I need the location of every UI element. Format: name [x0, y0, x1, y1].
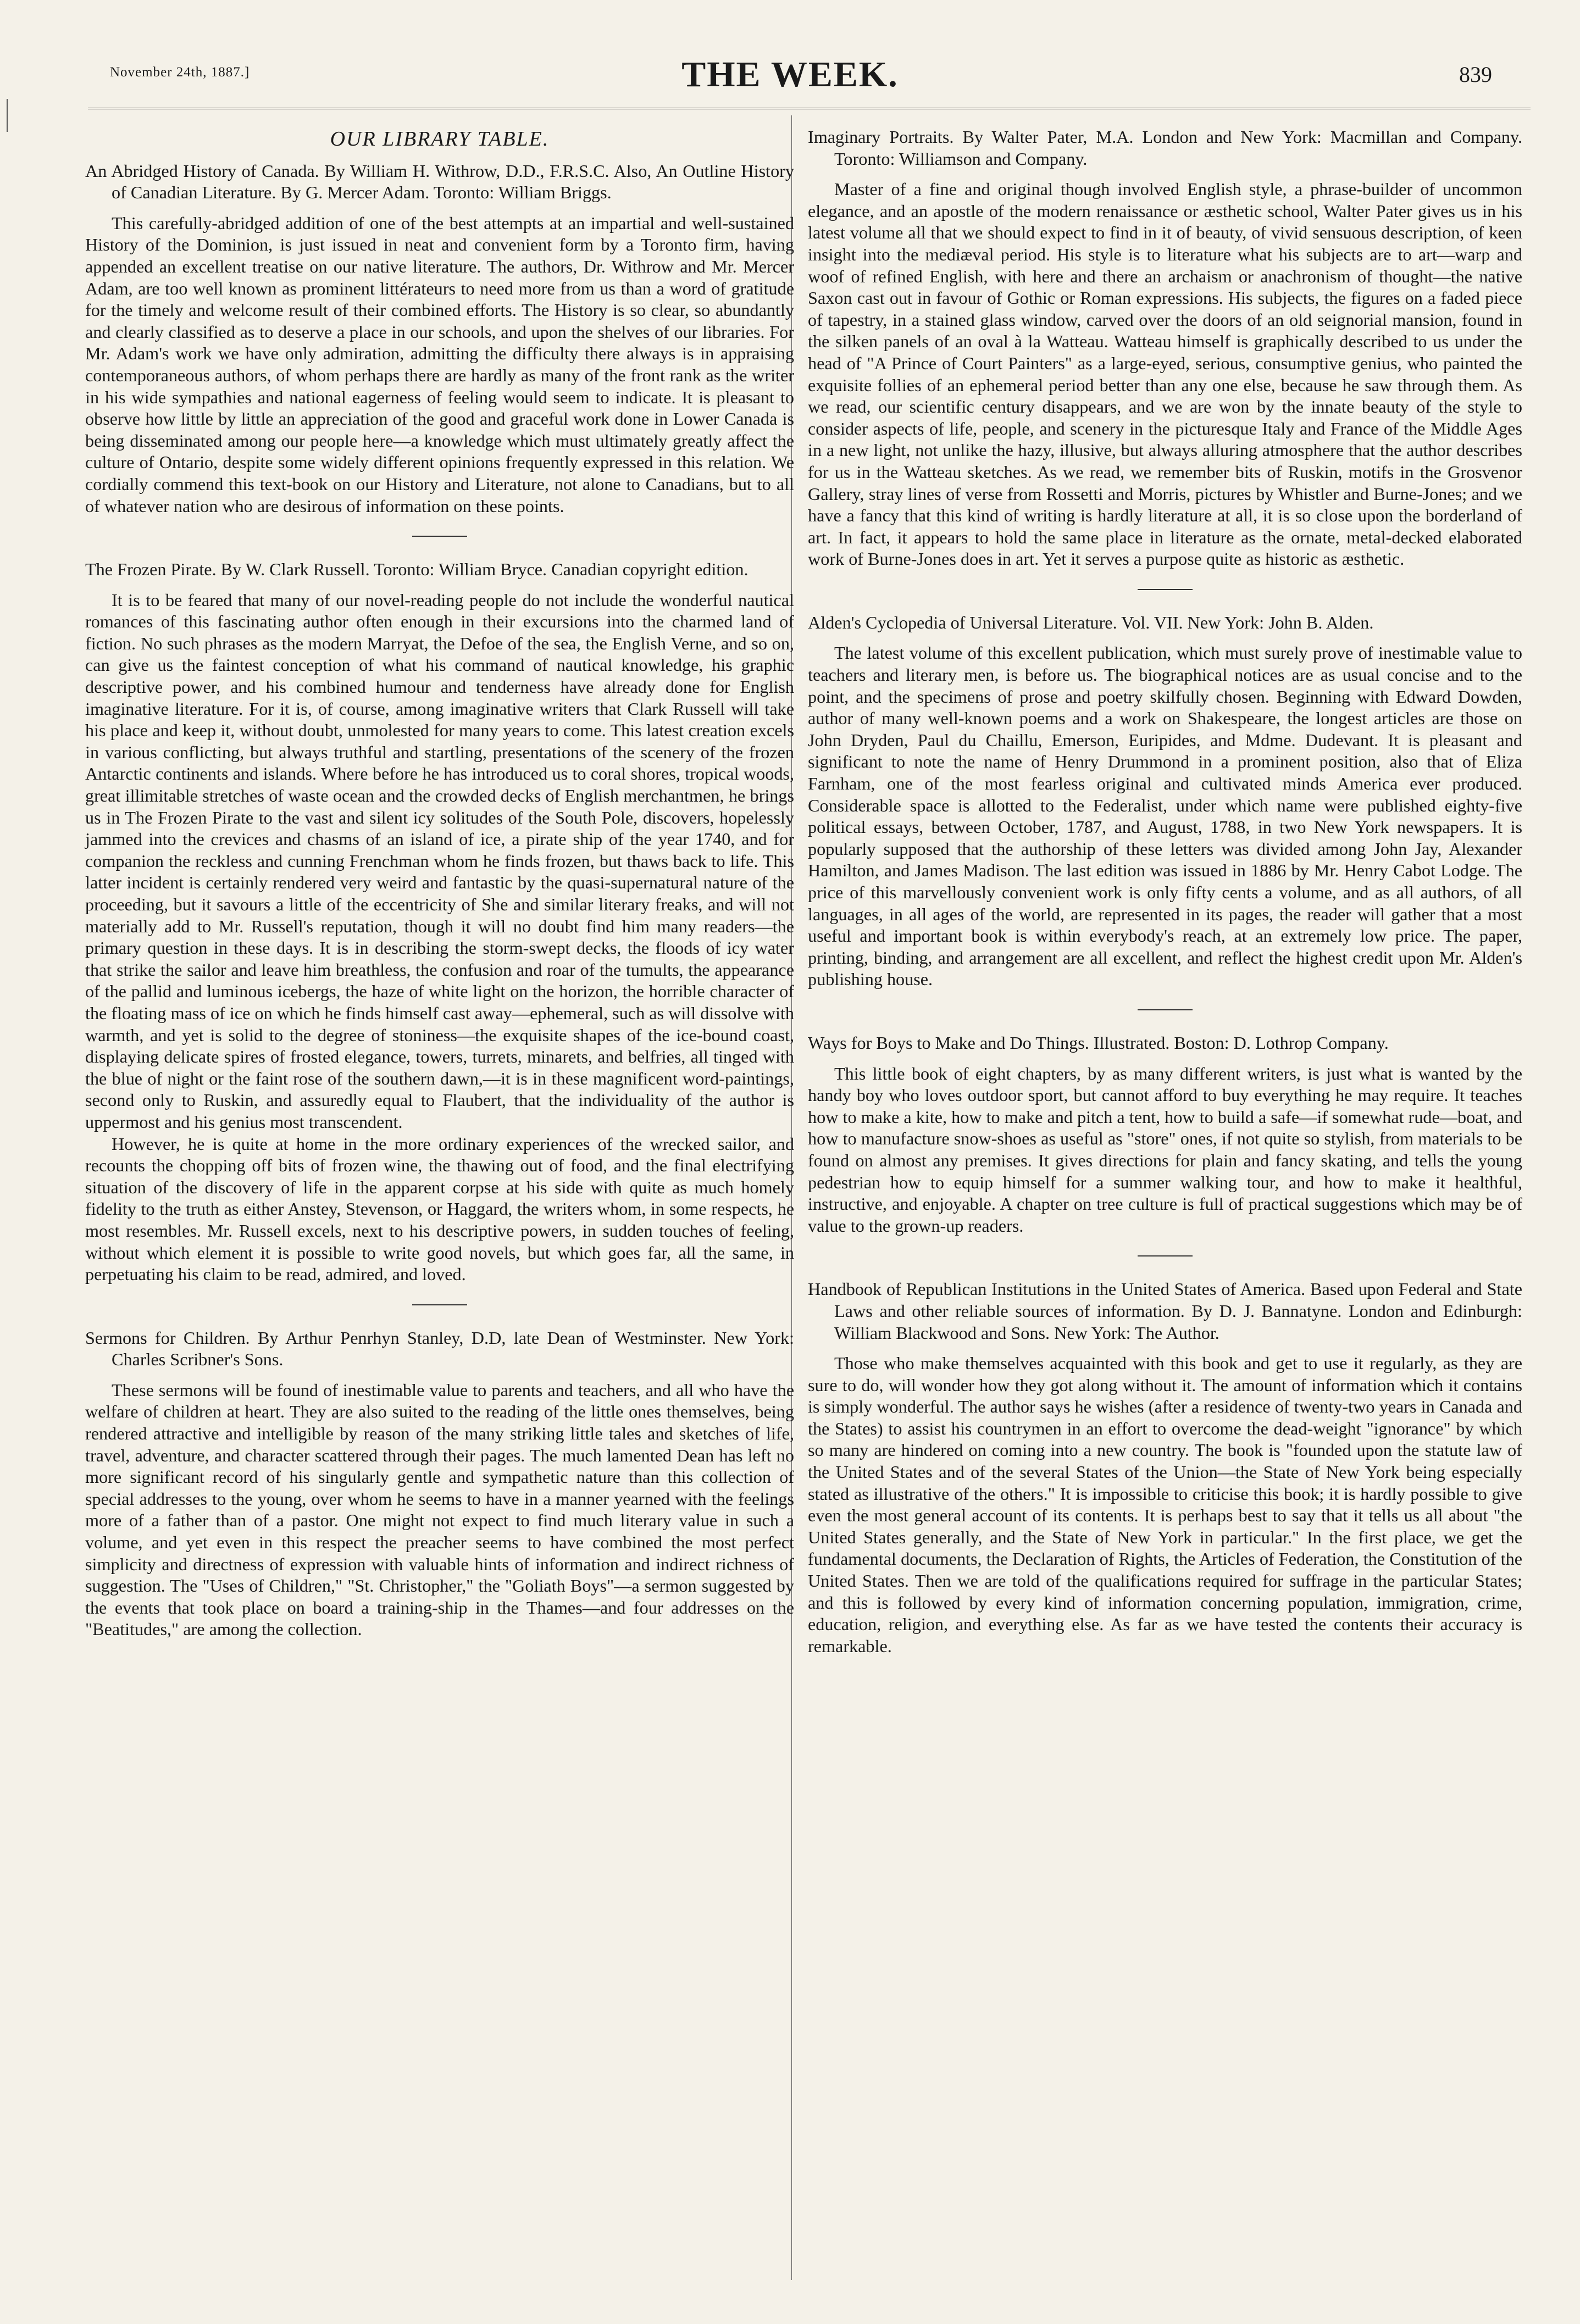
section-separator: [412, 536, 467, 537]
review-heading: Sermons for Children. By Arthur Penrhyn Stanley, D.D, late Dean of Westminster. New York: Charles Scribner's Sons.: [85, 1327, 794, 1370]
review-heading: Imaginary Portraits. By Walter Pater, M.A. London and New York: Macmillan and Company. Toronto: Williamson and Company.: [808, 127, 1522, 169]
review-entry: [85, 160, 794, 518]
section-separator: [1138, 589, 1193, 590]
review-paragraph: The latest volume of this excellent publication, which must surely prove of inestimable value to teachers and literary men, is before us. The biographical notices are as usual concise and to the point, and the specimens of prose and poetry skilfully chosen. Beginning with Edward Dowden, author of many well-known poems and a work on Shakespeare, the longest articles are those on John Dryden, Paul du Chaillu, Emerson, Euripides, and Mdme. Dudevant. It is pleasant and significant to note the name of Henry Drummond in a prominent position, also that of Eliza Farnham, one of the most fearless original and cultivated minds America ever produced. Considerable space is allotted to the Federalist, under which name were published eighty-five political essays, between October, 1787, and August, 1788, in two New York newspapers. It is popularly supposed that the authorship of these letters was divided among John Jay, Alexander Hamilton, and James Madison. The last edition was issued in 1886 by Mr. Henry Cabot Lodge. The price of this marvellously convenient work is only fifty cents a volume, and as all authors, of all languages, in all ages of the world, are represented in its pages, the reader will gather that a most useful and important book is within everybody's reach, at an extremely low price. The paper, printing, binding, and arrangement are all excellent, and reflect the highest credit upon Mr. Alden's publishing house.: [808, 643, 1522, 989]
review-entry: [808, 126, 1522, 570]
review-heading: Handbook of Republican Institutions in the United States of America. Based upon Federal and State Laws and other reliable sources of information. By D. J. Bannatyne. London and Edinburgh: William Blackwood and Sons. New York: The Author.: [808, 1279, 1522, 1343]
review-entry: [808, 612, 1522, 991]
review-heading: An Abridged History of Canada. By William H. Withrow, D.D., F.R.S.C. Also, An Outline History of Canadian Literature. By G. Mercer Adam. Toronto: William Briggs.: [85, 160, 794, 203]
review-heading: Ways for Boys to Make and Do Things. Illustrated. Boston: D. Lothrop Company.: [808, 1032, 1389, 1053]
review-entry: [85, 559, 794, 1286]
review-paragraph: This carefully-abridged addition of one of the best attempts at an impartial and well-sustained History of the Dominion, is just issued in neat and convenient form by a Toronto firm, having appended an excellent treatise on our native literature. The authors, Dr. Withrow and Mr. Mercer Adam, are too well known as prominent littérateurs to need more from us than a word of gratitude for the timely and welcome result of their combined efforts. The History is so clear, so abundantly and clearly classified as to deserve a place in our schools, and upon the shelves of our libraries. For Mr. Adam's work we have only admiration, admitting the difficulty there always is in appraising contemporaneous authors, of whom perhaps there are hardly as many of the front rank as the writer in his wide sympathies and national eagerness of feeling would seem to indicate. It is pleasant to observe how little by little an appreciation of the good and graceful work done in Lower Canada is being disseminated among our people here—a knowledge which must ultimately greatly affect the culture of Ontario, despite some widely different opinions frequently expressed in this relation. We cordially commend this text-book on our History and Literature, not alone to Canadians, but to all of whatever nation who are desirous of information on these points.: [85, 213, 794, 516]
section-separator: [412, 1304, 467, 1305]
review-entry: [808, 1032, 1522, 1237]
review-heading: Alden's Cyclopedia of Universal Literature. Vol. VII. New York: John B. Alden.: [808, 612, 1374, 632]
section-separator: [1138, 1009, 1193, 1010]
page-edge-mark: [7, 99, 12, 132]
review-heading: The Frozen Pirate. By W. Clark Russell. Toronto: William Bryce. Canadian copyright edition.: [85, 559, 749, 580]
review-entry: [808, 1278, 1522, 1657]
header-rule: [88, 108, 1531, 109]
left-column: [85, 126, 794, 1641]
review-paragraph: It is to be feared that many of our novel-reading people do not include the wonderful nautical romances of this fascinating author often enough in their excursions into the charmed land of fiction. No such phrases as the modern Marryat, the Defoe of the sea, the English Verne, and so on, can give us the faintest conception of what his command of nautical knowledge, his graphic descriptive power, and his combined humour and tenderness have already done for English imaginative literature. For it is, of course, among imaginative writers that Clark Russell will take his place and keep it, without doubt, unmolested for many years to come. This latest creation excels in various conflicting, but always truthful and startling, presentations of the scenery of the frozen Antarctic continents and islands. Where before he has introduced us to coral shores, tropical woods, great illimitable stretches of waste ocean and the crowded decks of English merchantmen, he brings us in The Frozen Pirate to the vast and silent icy solitudes of the South Pole, discovers, hopelessly jammed into the crevices and chasms of an island of ice, a pirate ship of the year 1740, and for companion the reckless and cunning Frenchman whom he finds frozen, but thaws back to life. This latter incident is certainly rendered very weird and fantastic by the quasi-supernatural nature of the proceeding, but it savours a little of the eccentricity of She and similar literary freaks, and will not materially add to Mr. Russell's reputation, though it will no doubt find him many readers—the primary question in these days. It is in describing the storm-swept decks, the floods of icy water that strike the sailor and leave him breathless, the confusion and roar of the tumults, the appearance of the pallid and luminous icebergs, the haze of white light on the horizon, the horrible character of the floating mass of ice on which he finds himself cast away—ephemeral, such as will dissolve with warmth, and yet is solid to the degree of stoniness—the exquisite shapes of the ice-bound coast, displaying delicate spires of frosted elegance, towers, turrets, minarets, and belfries, all tinged with the blue of night or the faint rose of the southern dawn,—it is in these magnificent word-paintings, second only to Ruskin, and assuredly equal to Flaubert, that the individuality of the author is uppermost and his genius most transcendent.: [85, 590, 794, 1132]
review-paragraph: Master of a fine and original though involved English style, a phrase-builder of uncommon elegance, and an apostle of the modern renaissance or æsthetic school, Walter Pater gives us in his latest volume all that we should expect to find in it of beauty, of vivid sensuous description, of keen insight into the mediæval period. His style is to literature what his subjects are to art—warp and woof of refined English, with here and there an archaism or anachronism of thought—the native Saxon cast out in favour of Gothic or Roman expressions. His subjects, the figures on a faded piece of tapestry, in a stained glass window, carved over the doors of an old seignorial mansion, found in the silken panels of an oval à la Watteau. Watteau himself is graphically described to us under the head of "A Prince of Court Painters" as a large-eyed, serious, consumptive genius, who painted the exquisite follies of an ephemeral period better than any one else, because he saw through them. As we read, our scientific century disappears, and we are won by the innate beauty of the style to consider aspects of life, people, and scenery in the picturesque Italy and France of the Middle Ages in a new light, not unlike the hazy, illusive, but always alluring atmosphere that the author describes for us in the Watteau sketches. As we read, we remember bits of Ruskin, motifs in the Grosvenor Gallery, stray lines of verse from Rossetti and Morris, pictures by Whistler and Burne-Jones; and we have a fancy that this kind of writing is hardly literature at all, it is so close upon the borderland of art. In fact, it appears to hold the same place in literature as the ornate, metal-decked elaborated work of Burne-Jones does in art. Yet it serves a purpose quite as historic as æsthetic.: [808, 179, 1522, 569]
review-paragraph: This little book of eight chapters, by as many different writers, is just what is wanted by the handy boy who loves outdoor sport, but cannot afford to buy everything he may require. It teaches how to make a kite, how to make and pitch a tent, how to build a safe—if somewhat rude—boat, and how to manufacture snow-shoes as useful as "store" ones, if not quite so stylish, from materials to be found on almost any premises. It gives directions for plain and fancy skating, and tells the young pedestrian how to equip himself for a summer walking tour, and how to make it healthful, instructive, and enjoyable. A chapter on tree culture is full of practical suggestions which may be of value to the grown-up readers.: [808, 1063, 1522, 1236]
header-date: November 24th, 1887.]: [110, 65, 250, 80]
section-title: OUR LIBRARY TABLE.: [330, 127, 550, 151]
review-entry: [85, 1327, 794, 1641]
review-paragraph: Those who make themselves acquainted with this book and get to use it regularly, as they are sure to do, will wonder how they got along without it. The amount of information which it contains is simply wonderful. The author says he wishes (after a residence of twenty-two years in Canada and the States) to assist his countrymen in an effort to overcome the dead-weight "ignorance" by which so many are hindered on coming into a new country. The book is "founded upon the statute law of the United States and of the several States of the Union—the State of New York being especially stated as illustrative of the others." It is impossible to criticise this book; it is hardly possible to give even the most general account of its contents. It is perhaps best to say that it tells us all about "the United States generally, and the State of New York in particular." In the first place, we get the fundamental documents, the Declaration of Rights, the Articles of Federation, the Constitution of the United States. Then we are told of the qualifications required for suffrage in the particular States; and this is followed by every kind of information concerning population, immigration, crime, education, religion, and everything else. As far as we have tested the contents their accuracy is remarkable.: [808, 1353, 1522, 1656]
review-paragraph: These sermons will be found of inestimable value to parents and teachers, and all who have the welfare of children at heart. They are also suited to the reading of the little ones themselves, being rendered attractive and intelligible by reason of the many striking little tales and sketches of life, travel, adventure, and character scattered through their pages. The much lamented Dean has left no more significant record of his singularly gentle and sympathetic nature than this collection of special addresses to the young, over whom he seems to have in a manner yearned with the feelings more of a father than of a pastor. One might not expect to find much literary value in such a volume, and yet even in this respect the preacher seems to have combined the most perfect simplicity and directness of expression with valuable hints of information and indirect richness of suggestion. The "Uses of Children," "St. Christopher," the "Goliath Boys"—a sermon suggested by the events that took place on board a training-ship in the Thames—and four addresses on the "Beatitudes," are among the collection.: [85, 1380, 794, 1639]
header-title: THE WEEK.: [681, 54, 899, 94]
header-page-number: 839: [1459, 62, 1492, 87]
review-paragraph: However, he is quite at home in the more ordinary experiences of the wrecked sailor, and recounts the chopping off bits of frozen wine, the thawing out of food, and the final electrifying situation of the discovery of life in the apparent corpse at his side with quite as much homely fidelity to the truth as either Anstey, Stevenson, or Haggard, the writers whom, in some respects, he most resembles. Mr. Russell excels, next to his descriptive powers, in sudden touches of feeling, without which element it is possible to write good novels, but which goes far, all the same, in perpetuating his claim to be read, admired, and loved.: [85, 1133, 794, 1285]
section-separator: [1138, 1255, 1193, 1256]
right-column: [808, 126, 1522, 1657]
